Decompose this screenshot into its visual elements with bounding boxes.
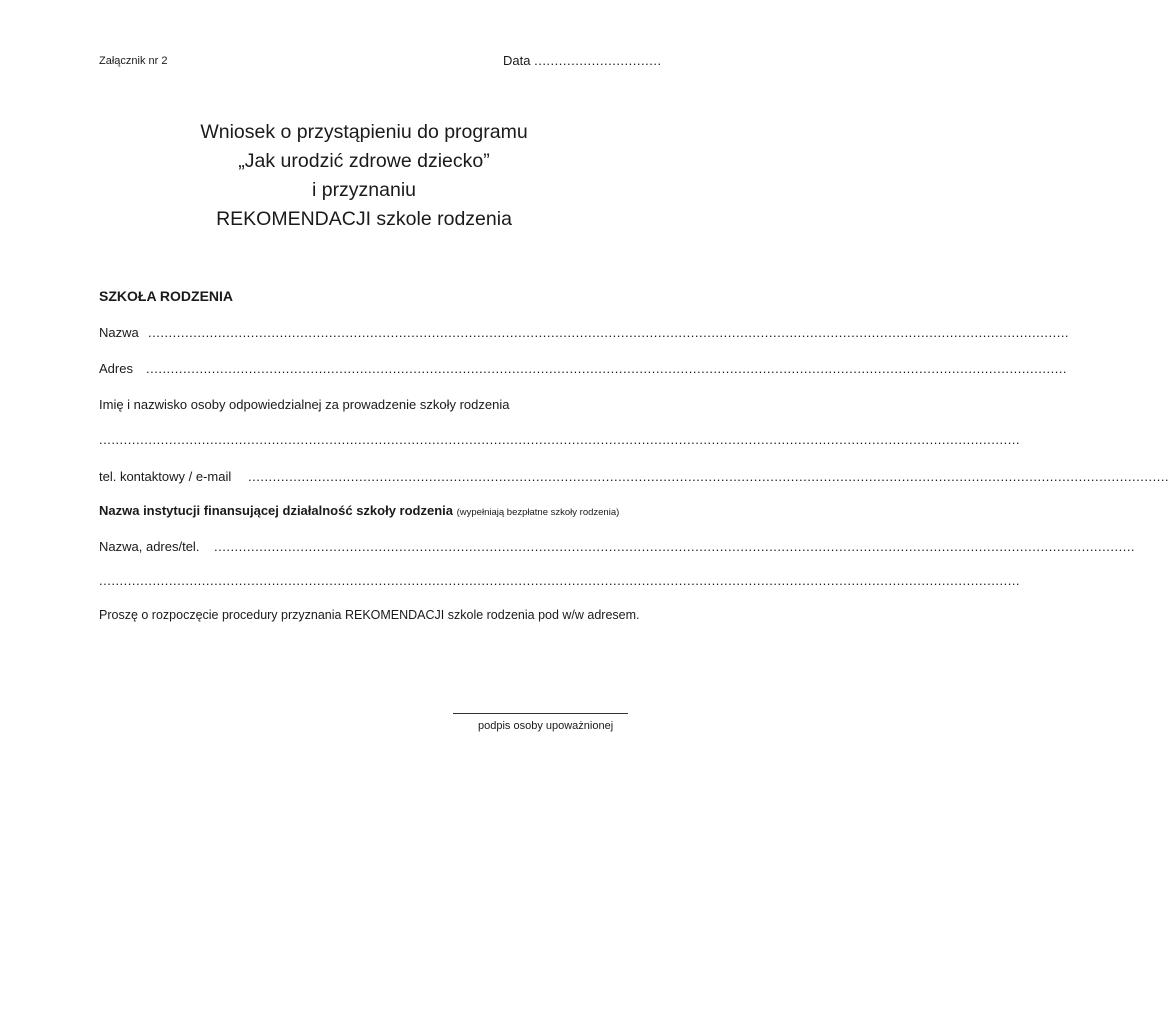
institution-details-label: Nazwa, adres/tel. — [99, 539, 200, 554]
title-line-1: Wniosek o przystąpieniu do programu — [200, 121, 528, 143]
address-field-line: ................................................................................................................................................................................................................................ — [146, 361, 1068, 376]
contact-label: tel. kontaktowy / e-mail — [99, 469, 232, 484]
institution-extra-line: ................................................................................................................................................................................................................................ — [99, 573, 1021, 588]
title-line-3: i przyznaniu — [311, 179, 417, 201]
institution-details-line: ................................................................................................................................................................................................................................ — [214, 539, 1136, 554]
title-line-2: „Jak urodzić zdrowe dziecko” — [238, 150, 490, 172]
request-text: Proszę o rozpoczęcie procedury przyznania REKOMENDACJI szkole rodzenia pod w/w adresem. — [99, 608, 640, 622]
date-field — [503, 53, 662, 68]
signature-label: podpis osoby upoważnionej — [478, 720, 614, 732]
date-label: Data — [503, 53, 531, 68]
document-title — [140, 118, 588, 234]
responsible-person-label: Imię i nazwisko osoby odpowiedzialnej za prowadzenie szkoły rodzenia — [99, 397, 510, 412]
signature-line — [453, 713, 628, 714]
address-field-label: Adres — [99, 361, 133, 376]
attachment-number: Załącznik nr 2 — [99, 55, 168, 67]
contact-line: ................................................................................................................................................................................................................................ — [248, 469, 1169, 484]
name-field-label: Nazwa — [99, 325, 139, 340]
institution-label: Nazwa instytucji finansującej działalność szkoły rodzenia — [99, 503, 453, 518]
section-heading: SZKOŁA RODZENIA — [99, 288, 234, 304]
name-field-line: ................................................................................................................................................................................................................................ — [148, 325, 1070, 340]
title-line-4: REKOMENDACJI szkole rodzenia — [216, 208, 512, 230]
date-dots: ............................... — [534, 53, 662, 68]
responsible-person-line: ................................................................................................................................................................................................................................ — [99, 432, 1021, 447]
institution-note: (wypełniają bezpłatne szkoły rodzenia) — [456, 507, 620, 518]
institution-heading — [99, 503, 619, 518]
